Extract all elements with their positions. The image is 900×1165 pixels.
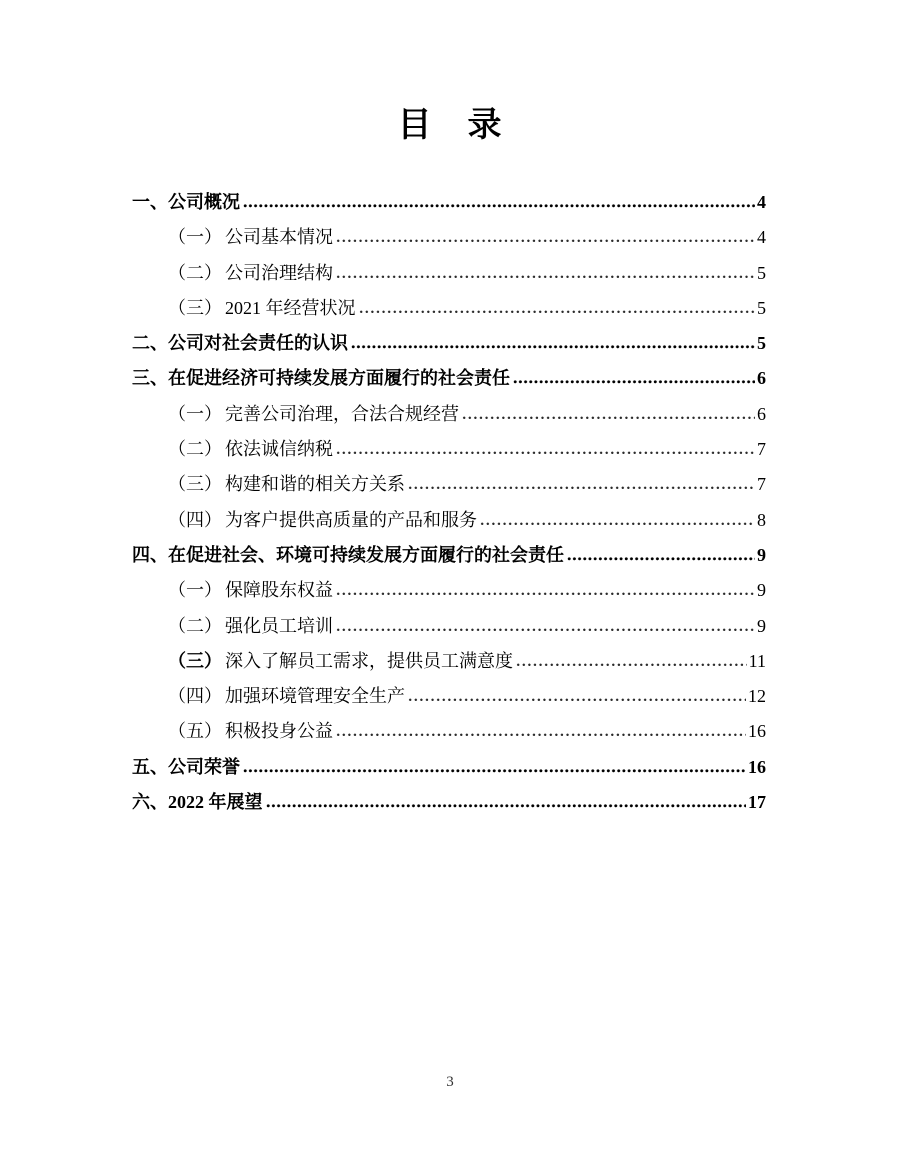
toc-entry-label: 加强环境管理安全生产 xyxy=(225,686,405,707)
toc-entry xyxy=(132,470,766,505)
toc-entry xyxy=(132,223,766,258)
toc-entry xyxy=(132,364,766,399)
dot-leader xyxy=(516,660,747,667)
toc-entry-prefix: （一） xyxy=(168,227,222,248)
toc-entry-page-number: 16 xyxy=(748,756,766,777)
toc-entry xyxy=(132,435,766,470)
toc-entry xyxy=(132,294,766,329)
toc-entry-prefix: （一） xyxy=(168,403,222,424)
dot-leader xyxy=(336,730,746,737)
toc-entry xyxy=(132,647,766,682)
toc-entry xyxy=(132,717,766,752)
toc-entry xyxy=(132,541,766,576)
toc-entry-label: 依法诚信纳税 xyxy=(225,439,333,460)
toc-entry-prefix: 三、 xyxy=(132,368,168,389)
toc-entry-label: 在促进社会、环境可持续发展方面履行的社会责任 xyxy=(168,544,564,565)
dot-leader xyxy=(513,377,755,384)
toc-entry-label: 2022 年展望 xyxy=(168,792,263,813)
toc-entry-label: 保障股东权益 xyxy=(225,580,333,601)
toc-entry xyxy=(132,188,766,223)
dot-leader xyxy=(336,448,755,455)
toc-entry-page-number: 5 xyxy=(757,297,766,318)
toc-entry xyxy=(132,576,766,611)
toc-entry-prefix: （三） xyxy=(168,650,222,671)
toc-entry-prefix: 五、 xyxy=(132,756,168,777)
toc-entry-label: 公司治理结构 xyxy=(225,262,333,283)
toc-entry-label: 公司概况 xyxy=(168,192,240,212)
toc-entry-page-number: 8 xyxy=(757,509,766,530)
toc-entry-prefix: （二） xyxy=(168,262,222,283)
toc-entry-page-number: 6 xyxy=(757,368,766,389)
toc-entry-page-number: 4 xyxy=(757,192,766,212)
toc-entry-prefix: （一） xyxy=(168,580,222,601)
footer-page-number: 3 xyxy=(446,1074,454,1090)
toc-entry-prefix: 二、 xyxy=(132,333,168,354)
toc-entry-prefix: 一、 xyxy=(132,192,168,212)
dot-leader xyxy=(243,766,746,773)
toc-entry-page-number: 9 xyxy=(757,580,766,601)
toc-entry xyxy=(132,400,766,435)
toc-entry xyxy=(132,506,766,541)
toc-entry-label: 公司荣誉 xyxy=(168,756,240,777)
dot-leader xyxy=(359,307,756,314)
dot-leader xyxy=(567,554,755,561)
toc-entry-page-number: 6 xyxy=(757,403,766,424)
toc-entry-prefix: （二） xyxy=(168,439,222,460)
toc-entry-page-number: 7 xyxy=(757,474,766,495)
toc-entry-label: 在促进经济可持续发展方面履行的社会责任 xyxy=(168,368,510,389)
toc-entry-page-number: 5 xyxy=(757,333,766,354)
toc-entry-page-number: 11 xyxy=(748,650,766,671)
dot-leader xyxy=(336,625,755,632)
toc-entry-label: 强化员工培训 xyxy=(225,615,333,636)
toc-entry xyxy=(132,612,766,647)
dot-leader xyxy=(336,589,755,596)
dot-leader xyxy=(408,695,746,702)
toc-entry-page-number: 9 xyxy=(757,544,766,565)
dot-leader xyxy=(351,342,755,349)
dot-leader xyxy=(336,272,755,279)
toc-entry-page-number: 17 xyxy=(748,792,766,813)
toc-entry-page-number: 4 xyxy=(757,227,766,248)
dot-leader xyxy=(408,483,755,490)
toc-entry-prefix: （二） xyxy=(168,615,222,636)
toc-entry-prefix: （五） xyxy=(168,721,222,742)
dot-leader xyxy=(480,519,755,526)
toc-entry xyxy=(132,788,766,823)
dot-leader xyxy=(336,236,755,243)
toc-entry-page-number: 5 xyxy=(757,262,766,283)
toc-entry-prefix: （三） xyxy=(168,297,222,318)
toc-entry-prefix: 六、 xyxy=(132,792,168,813)
toc-entry-page-number: 7 xyxy=(757,439,766,460)
toc-entry-label: 公司基本情况 xyxy=(225,227,333,248)
page-title: 目 录 xyxy=(397,107,503,144)
dot-leader xyxy=(462,413,755,420)
toc-list xyxy=(132,188,766,823)
toc-entry-label: 构建和谐的相关方关系 xyxy=(225,474,405,495)
dot-leader xyxy=(266,801,747,808)
toc-entry-page-number: 12 xyxy=(748,686,766,707)
toc-entry-label: 积极投身公益 xyxy=(225,721,333,742)
toc-entry-label: 为客户提供高质量的产品和服务 xyxy=(225,509,477,530)
toc-entry xyxy=(132,329,766,364)
toc-entry xyxy=(132,682,766,717)
toc-entry-page-number: 9 xyxy=(757,615,766,636)
toc-entry-label: 完善公司治理，合法合规经营 xyxy=(225,403,459,424)
toc-entry xyxy=(132,259,766,294)
dot-leader xyxy=(243,201,755,208)
toc-entry-prefix: （四） xyxy=(168,686,222,707)
toc-entry-page-number: 16 xyxy=(748,721,766,742)
toc-entry xyxy=(132,753,766,788)
toc-entry-label: 2021 年经营状况 xyxy=(225,297,356,318)
toc-entry-prefix: 四、 xyxy=(132,544,168,565)
toc-entry-prefix: （四） xyxy=(168,509,222,530)
toc-entry-label: 深入了解员工需求，提供员工满意度 xyxy=(225,650,513,671)
toc-entry-prefix: （三） xyxy=(168,474,222,495)
toc-entry-label: 公司对社会责任的认识 xyxy=(168,333,348,354)
